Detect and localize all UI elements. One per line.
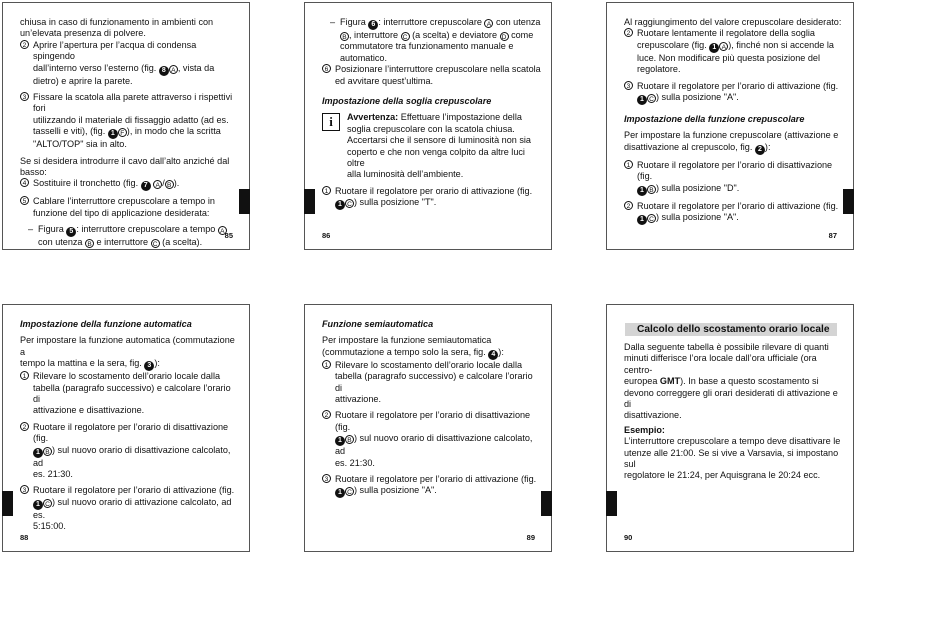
text-line: Dalla seguente tabella è possibile rilevare di quanti: [624, 342, 829, 352]
step-5: 5 Cablare l’interruttore crepuscolare a tempo in funzione del tipo di applicazione desiderata:: [20, 196, 239, 219]
thumb-tab: [304, 189, 315, 214]
step-3: 3 Ruotare il regolatore per l’orario di attivazione (fig. 1 C ) sulla posizione "A".: [322, 474, 541, 498]
step-3: 3 Fissare la scatola alla parete attraverso i rispettivi fori utilizzando il materiale di fissaggio adatto (ad es. tasselli e viti), (fig. 1 F ), in modo che la scritta "ALTO/TOP" sia in alto.: [20, 92, 239, 151]
text-line: Al raggiungimento del valore crepuscolare desiderato:: [624, 17, 842, 27]
page-87: [606, 2, 854, 250]
page-89: [304, 304, 552, 552]
callout-letter: B: [345, 435, 354, 444]
step-number: 2: [20, 40, 29, 49]
page-86-content: [322, 17, 541, 210]
text-line: L’interruttore crepuscolare a tempo deve disattivare le: [624, 436, 841, 447]
figure-ref-badge: 1: [108, 129, 118, 139]
callout-letter: C: [151, 239, 160, 248]
step-number: 2: [20, 422, 29, 431]
step-2: 2 Aprire l’apertura per l’acqua di condensa spingendo dall’interno verso l’esterno (fig. 8 A , vista da dietro) e aprire la parete.: [20, 40, 239, 87]
page-number: 87: [828, 231, 837, 240]
page-89-content: Funzione semiautomatica Per impostare la funzione semiautomatica (commutazione a tempo solo la sera, fig. 4 ): 1 Rilevare lo scostamento dell’orario locale dalla tabella (paragrafo successivo) e calcolare l’orario di attivazione. 2 Ruotare il regolatore per l’orario di disattivazione (fig. 1 B ) sul nuovo orario di disattivazione calcolato, ad es. 21:30. 3 Ruotare il regolatore per l’orario di attivazione (fig. 1 C ) sulla posizione "A".: [322, 319, 541, 498]
text-line: un’elevata presenza di polvere.: [20, 28, 146, 39]
page-number: 86: [322, 231, 331, 240]
step-number: 5: [20, 196, 29, 205]
callout-letter: B: [340, 32, 349, 41]
thumb-tab: [606, 491, 617, 516]
figure-ref-badge: 1: [637, 95, 647, 105]
step-number: 3: [322, 474, 331, 483]
thumb-tab: [2, 491, 13, 516]
figure-ref-badge: 1: [335, 200, 345, 210]
page-85-content: [20, 17, 239, 249]
page-number: 89: [526, 533, 535, 542]
step-number: 2: [624, 201, 633, 210]
callout-letter: B: [647, 185, 656, 194]
callout-letter: A: [153, 180, 162, 189]
page-86: [304, 2, 552, 250]
step-number: 6: [322, 64, 331, 73]
step-1: 1 Ruotare il regolatore per l’orario di disattivazione (fig. 1 B ) sulla posizione "D".: [624, 160, 843, 196]
section-heading: Funzione semiautomatica: [322, 319, 434, 329]
step-number: 3: [20, 92, 29, 101]
page-87-content: Al raggiungimento del valore crepuscolare desiderato: 2 Ruotare lentamente il regolatore della soglia crepuscolare (fig. 1 A ), finché non si accende la luce. Non modificare più questa posizione del regolatore. 3 Ruotare il regolatore per l’orario di attivazione (fig. 1 C ) sulla posizione "A". Impostazione della funzione crepuscolare Per impostare la funzione crepuscolare (attivazione e disattivazione al crepuscolo, fig. 2 ): 1 Ruotare il regolatore per l’orario di disattivazione (fig. 1 B ) sulla posizione "D". 2 Ruotare il regolatore per l’orario di attivazione (fig. 1 C ) sulla posizione "A".: [624, 17, 842, 224]
text-line: regolatore le 21:24, per Aquisgrana le 20:24 ecc.: [624, 470, 821, 481]
step-6: 6 Posizionare l’interruttore crepuscolare nella scatola ed avvitare quest’ultima.: [322, 64, 541, 87]
callout-letter: A: [169, 65, 178, 74]
page-number: 88: [20, 533, 29, 542]
page-88-content: Impostazione della funzione automatica Per impostare la funzione automatica (commutazione a tempo la mattina e la sera, fig. 3 ): 1 Rilevare lo scostamento dell’orario locale dalla tabella (paragrafo successivo) e calcolare l’orario di attivazione e disattivazione. 2 Ruotare il regolatore per l’orario di disattivazione (fig. 1 B ) sul nuovo orario di disattivazione calcolato, ad es. 21:30. 3 Ruotare il regolatore per l’orario di attivazione (fig. 1 C ) sul nuovo orario di attivazione calcolato, ad es. 5:15:00.: [20, 319, 239, 533]
step-number: 3: [624, 81, 633, 90]
text-line: Se si desidera introdurre il cavo dall’alto anziché dal: [20, 155, 230, 166]
figure-ref-badge: 8: [159, 66, 169, 76]
step-1: 1 Ruotare il regolatore per orario di attivazione (fig. 1 C ) sulla posizione "T".: [322, 186, 541, 210]
step-1: 1 Rilevare lo scostamento dell’orario locale dalla tabella (paragrafo successivo) e calcolare l’orario di attivazione.: [322, 360, 541, 406]
text-line: basso:: [20, 167, 47, 178]
figure-ref-badge: 4: [488, 350, 498, 360]
callout-letter: C: [43, 499, 52, 508]
callout-letter: C: [401, 32, 410, 41]
figure-ref-badge: 1: [335, 436, 345, 446]
callout-letter: B: [85, 239, 94, 248]
text-line: Per impostare la funzione automatica (commutazione a: [20, 335, 235, 357]
step-3: 3 Ruotare il regolatore per l’orario di attivazione (fig. 1 C ) sulla posizione "A".: [624, 81, 843, 105]
step-number: 4: [20, 178, 29, 187]
figure-ref-badge: 1: [33, 448, 43, 458]
text-line: disattivazione.: [624, 410, 682, 421]
thumb-tab: [239, 189, 250, 214]
callout-letter: A: [218, 226, 227, 235]
figure-ref-badge: 1: [637, 186, 647, 196]
callout-letter: F: [118, 128, 127, 137]
step-2: 2 Ruotare il regolatore per l’orario di disattivazione (fig. 1 B ) sul nuovo orario di disattivazione calcolato, ad es. 21:30.: [322, 410, 541, 469]
thumb-tab: [541, 491, 552, 516]
warning-note: i Avvertenza: Effettuare l’impostazione della soglia crepuscolare con la scatola chiusa. Accertarsi che il sensore di luminosità non sia coperto e che non venga colpito da altre luci oltre alla luminosità dell’ambiente.: [322, 112, 541, 180]
text-line: devono correggere gli orari desiderati di attivazione e di: [624, 387, 838, 410]
section-banner: Calcolo dello scostamento orario locale: [625, 323, 837, 336]
page-90: [606, 304, 854, 552]
step-3: 3 Ruotare il regolatore per l’orario di attivazione (fig. 1 C ) sul nuovo orario di attivazione calcolato, ad es. 5:15:00.: [20, 485, 239, 532]
text-line: Per impostare la funzione semiautomatica: [322, 335, 492, 346]
section-heading: Impostazione della funzione automatica: [20, 319, 192, 329]
step-number: 1: [322, 186, 331, 195]
step-number: 1: [624, 160, 633, 169]
callout-letter: C: [647, 214, 656, 223]
step-number: 3: [20, 485, 29, 494]
text-line: chiusa in caso di funzionamento in ambienti con: [20, 17, 214, 27]
text-line: Per impostare la funzione crepuscolare (attivazione e: [624, 130, 839, 141]
page-85: [2, 2, 250, 250]
page-88: [2, 304, 250, 552]
callout-letter: D: [500, 32, 509, 41]
callout-letter: A: [719, 42, 728, 51]
step-1: 1 Rilevare lo scostamento dell’orario locale dalla tabella (paragrafo successivo) e calcolare l’orario di attivazione e disattivazione.: [20, 371, 239, 417]
dash-item: – Figura 5 : interruttore crepuscolare a tempo A con utenza B e interruttore C (a scelta).: [20, 224, 239, 248]
info-icon: i: [322, 113, 340, 131]
step-number: 2: [624, 28, 633, 37]
figure-ref-badge: 3: [144, 361, 154, 371]
callout-letter: B: [43, 447, 52, 456]
section-heading: Impostazione della funzione crepuscolare: [624, 114, 805, 125]
figure-ref-badge: 7: [141, 181, 151, 191]
figure-ref-badge: 1: [335, 488, 345, 498]
callout-letter: C: [345, 199, 354, 208]
page-number: 90: [624, 533, 633, 542]
thumb-tab: [843, 189, 854, 214]
step-4: 4 Sostituire il tronchetto (fig. 7 A / B ).: [20, 178, 239, 191]
page-90-content: Calcolo dello scostamento orario locale Dalla seguente tabella è possibile rilevare di quanti minuti differisce l’ora locale dall’ora ufficiale (ora centro- europea GMT). In base a questo scostamento si devono correggere gli orari desiderati di attivazione e di disattivazione. Esempio: L’interruttore crepuscolare a tempo deve disattivare le utenze alle 21:00. Se si vive a Varsavia, si impostano sul regolatore le 21:24, per Aquisgrana le 20:24 ecc.: [624, 323, 843, 482]
section-heading: Impostazione della soglia crepuscolare: [322, 96, 492, 107]
figure-ref-badge: 2: [755, 145, 765, 155]
step-2: 2 Ruotare il regolatore per l’orario di disattivazione (fig. 1 B ) sul nuovo orario di disattivazione calcolato, ad es. 21:30.: [20, 422, 239, 481]
step-number: 1: [20, 371, 29, 380]
figure-ref-badge: 1: [33, 500, 43, 510]
figure-ref-badge: 1: [637, 215, 647, 225]
figure-ref-badge: 6: [368, 20, 378, 30]
step-2b: 2 Ruotare il regolatore per l’orario di attivazione (fig. 1 C ) sulla posizione "A".: [624, 201, 843, 225]
page-number: 85: [224, 231, 233, 240]
callout-letter: A: [484, 19, 493, 28]
step-2: 2 Ruotare lentamente il regolatore della soglia crepuscolare (fig. 1 A ), finché non si accende la luce. Non modificare più questa posizione del regolatore.: [624, 28, 843, 75]
warning-label: Avvertenza:: [347, 112, 399, 123]
figure-ref-badge: 5: [66, 227, 76, 237]
text-line: utenze alle 21:00. Se si vive a Varsavia, si impostano sul: [624, 447, 839, 470]
dash-item: – Figura 6 : interruttore crepuscolare A con utenza B , interruttore C (a scelta) e deviatore D come commutatore tra funzionamento manuale e automatico.: [322, 17, 541, 64]
callout-letter: C: [345, 487, 354, 496]
step-number: 1: [322, 360, 331, 369]
callout-letter: B: [165, 180, 174, 189]
callout-letter: C: [647, 94, 656, 103]
example-label: Esempio:: [624, 424, 665, 435]
step-number: 2: [322, 410, 331, 419]
text-line: minuti differisce l’ora locale dall’ora ufficiale (ora centro-: [624, 353, 817, 375]
figure-ref-badge: 1: [709, 43, 719, 53]
